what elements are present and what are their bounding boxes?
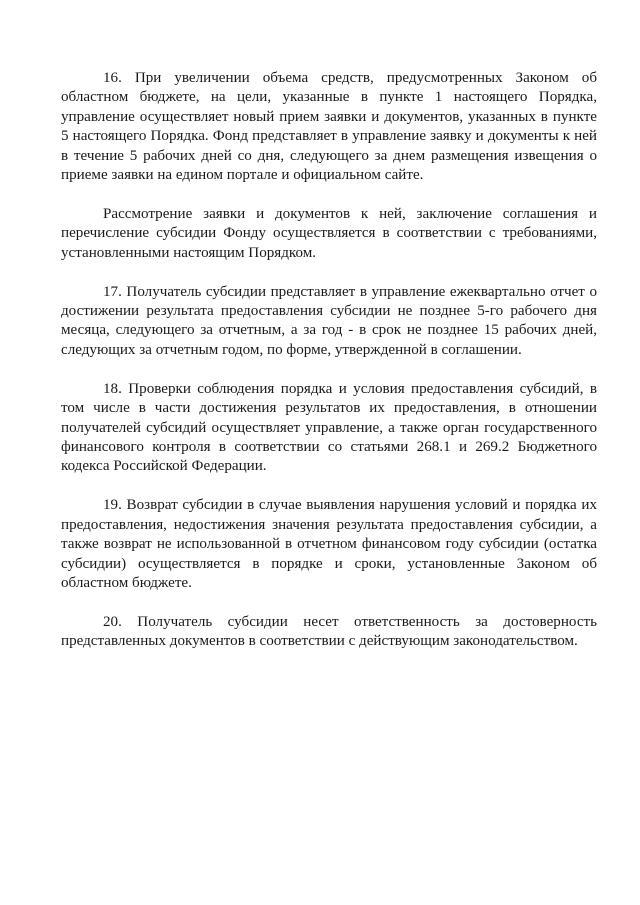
paragraph-16-continuation: Рассмотрение заявки и документов к ней, заключение соглашения и перечисление субсидии Фонду осуществляется в соответствии с требованиями, установленными настоящим Порядком. [61,205,597,261]
paragraph-17: 17. Получатель субсидии представляет в управление ежеквартально отчет о достижении результата предоставления субсидии не позднее 5-го рабочего дня месяца, следующего за отчетным, а за год - в срок не позднее 15 рабочих дней, следующих за отчетным годом, по форме, утвержденной в соглашении. [61,283,597,358]
document-body [61,69,597,671]
paragraph-20: 20. Получатель субсидии несет ответственность за достоверность представленных документов в соответствии с действующим законодательством. [61,613,597,650]
paragraph-16: 16. При увеличении объема средств, предусмотренных Законом об областном бюджете, на цели, указанные в пункте 1 настоящего Порядка, управление осуществляет новый прием заявки и документов, указанных в пункте 5 настоящего Порядка. Фонд представляет в управление заявку и документы к ней в течение 5 рабочих дней со дня, следующего за днем размещения извещения о приеме заявки на едином портале и официальном сайте. [61,70,597,184]
paragraph-19: 19. Возврат субсидии в случае выявления нарушения условий и порядка их предоставления, недостижения значения результата предоставления субсидии, а также возврат не использованной в отчетном финансовом году субсидии (остатка субсидии) осуществляется в порядке и сроки, установленные Законом об областном бюджете. [61,497,597,591]
paragraph-18: 18. Проверки соблюдения порядка и условия предоставления субсидий, в том числе в части достижения результатов их предоставления, в отношении получателей субсидий осуществляет управление, а также орган государственного финансового контроля в соответствии со статьями 268.1 и 269.2 Бюджетного кодекса Российской Федерации. [61,380,597,475]
